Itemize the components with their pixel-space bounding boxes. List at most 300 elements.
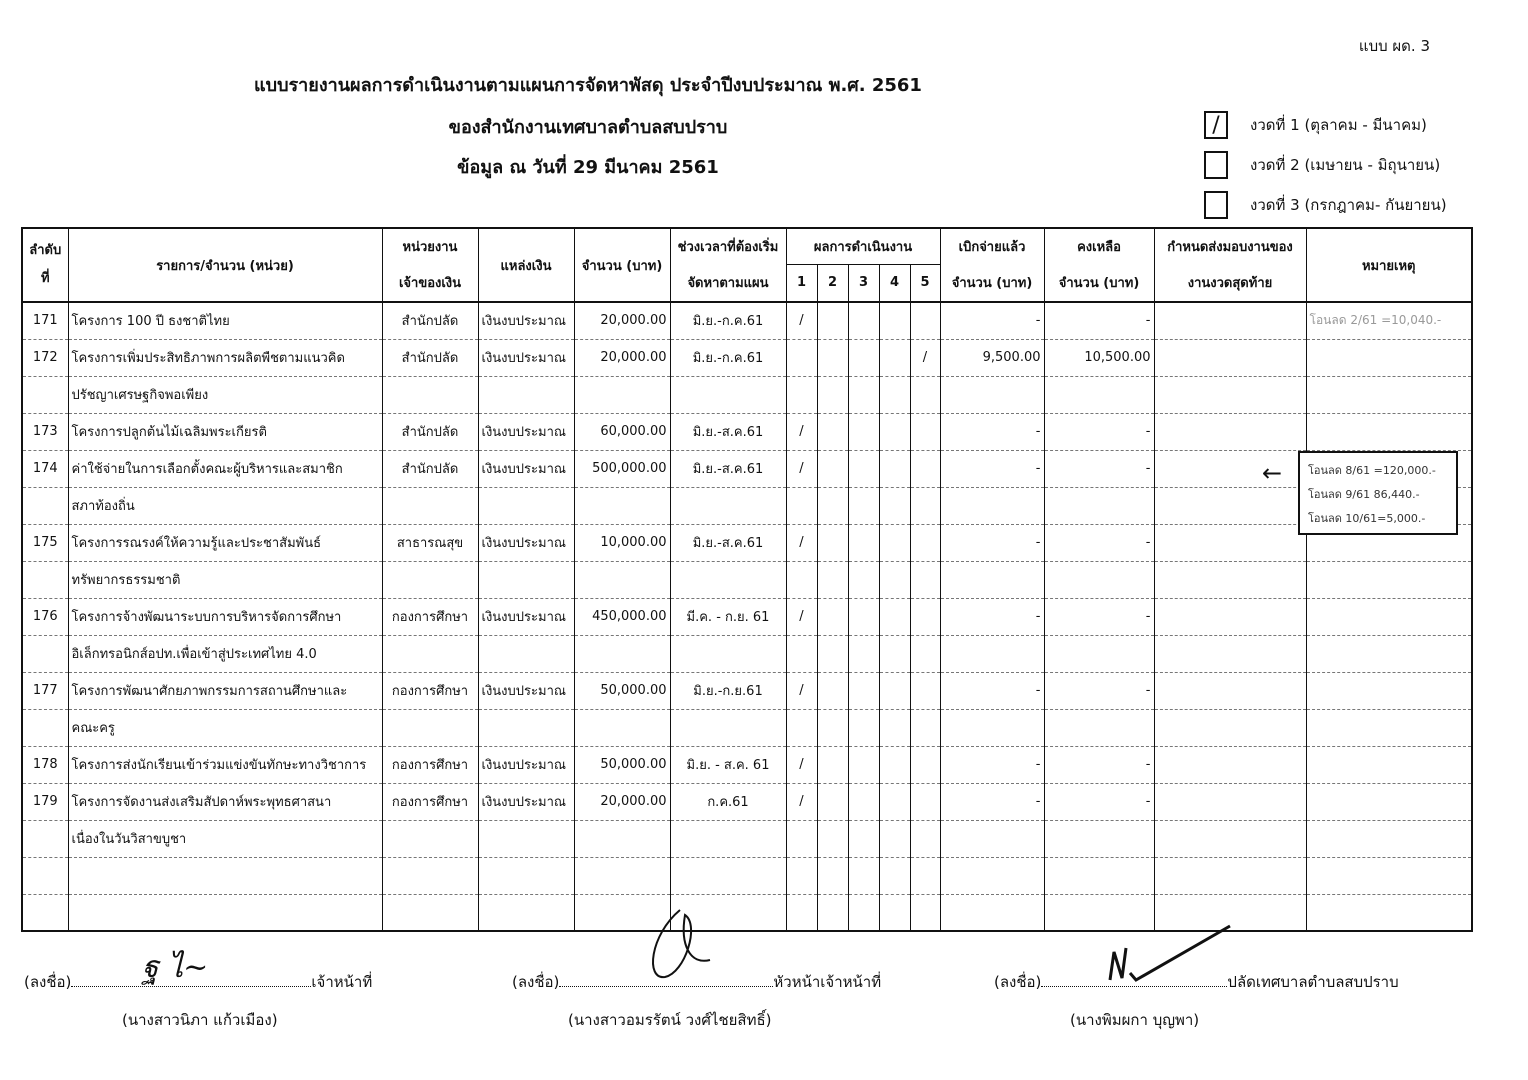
header-amount: จำนวน (บาท) <box>574 228 670 302</box>
cell-empty <box>848 894 879 931</box>
cell-empty <box>817 450 848 487</box>
cell-unit: สำนักปลัด <box>382 339 478 376</box>
cell-empty <box>848 598 879 635</box>
cell-period: มิ.ย.-ก.ค.61 <box>670 302 786 339</box>
cell-remain <box>1044 857 1154 894</box>
period-checkbox-1[interactable]: / <box>1204 111 1228 139</box>
cell-empty <box>879 635 910 672</box>
cell-empty <box>879 302 910 339</box>
cell-r1 <box>786 376 817 413</box>
cell-item: โครงการปลูกต้นไม้เฉลิมพระเกียรติ <box>68 413 382 450</box>
cell-r5: / <box>910 339 940 376</box>
cell-empty <box>848 783 879 820</box>
cell-paid <box>940 561 1044 598</box>
cell-source <box>478 561 574 598</box>
header-result-3: 3 <box>848 264 879 302</box>
cell-empty <box>848 376 879 413</box>
cell-paid: - <box>940 524 1044 561</box>
cell-empty <box>817 487 848 524</box>
cell-paid <box>940 894 1044 931</box>
cell-empty <box>848 746 879 783</box>
table-row <box>22 450 1472 487</box>
transfer-note-line: โอนลด 10/61=5,000.- <box>1308 512 1426 525</box>
cell-period: มิ.ย.-ส.ค.61 <box>670 413 786 450</box>
cell-empty <box>1154 487 1306 524</box>
cell-r1 <box>786 709 817 746</box>
table-row <box>22 487 1472 524</box>
cell-empty <box>817 635 848 672</box>
cell-unit: สำนักปลัด <box>382 413 478 450</box>
cell-r5 <box>910 413 940 450</box>
cell-amount <box>574 376 670 413</box>
left-arrow-icon: ← <box>1262 459 1283 487</box>
cell-no <box>22 635 68 672</box>
cell-empty <box>817 672 848 709</box>
cell-unit: สาธารณสุข <box>382 524 478 561</box>
cell-amount <box>574 561 670 598</box>
cell-remain <box>1044 820 1154 857</box>
cell-no: 178 <box>22 746 68 783</box>
cell-unit <box>382 857 478 894</box>
cell-remain: - <box>1044 302 1154 339</box>
cell-remain: - <box>1044 450 1154 487</box>
cell-no <box>22 894 68 931</box>
cell-r5 <box>910 857 940 894</box>
cell-source: เงินงบประมาณ <box>478 413 574 450</box>
cell-empty <box>879 894 910 931</box>
cell-r5 <box>910 302 940 339</box>
cell-period <box>670 376 786 413</box>
sign-role: เจ้าหน้าที่ <box>311 973 373 991</box>
cell-source: เงินงบประมาณ <box>478 524 574 561</box>
cell-r5 <box>910 487 940 524</box>
cell-item: คณะครู <box>68 709 382 746</box>
cell-empty <box>1154 339 1306 376</box>
cell-remain: - <box>1044 598 1154 635</box>
cell-empty <box>879 598 910 635</box>
cell-source <box>478 376 574 413</box>
cell-source <box>478 894 574 931</box>
cell-empty <box>848 857 879 894</box>
cell-period: มิ.ย.-ส.ค.61 <box>670 450 786 487</box>
cell-empty <box>848 561 879 598</box>
cell-amount <box>574 635 670 672</box>
cell-item: โครงการเพิ่มประสิทธิภาพการผลิตพืชตามแนวคิด <box>68 339 382 376</box>
sign-prefix: (ลงชื่อ) <box>512 973 560 991</box>
header-deliver-line2: งานงวดสุดท้าย <box>1154 264 1306 302</box>
table-row <box>22 561 1472 598</box>
cell-source: เงินงบประมาณ <box>478 302 574 339</box>
cell-empty <box>1154 820 1306 857</box>
cell-item <box>68 857 382 894</box>
cell-item: โครงการรณรงค์ให้ความรู้และประชาสัมพันธ์ <box>68 524 382 561</box>
cell-paid <box>940 487 1044 524</box>
cell-no <box>22 376 68 413</box>
cell-empty <box>879 413 910 450</box>
cell-r1 <box>786 487 817 524</box>
cell-paid: - <box>940 672 1044 709</box>
cell-remain: 10,500.00 <box>1044 339 1154 376</box>
cell-remark <box>1306 672 1472 709</box>
cell-empty <box>879 524 910 561</box>
cell-empty <box>1154 857 1306 894</box>
form-code: แบบ ผด. 3 <box>1358 37 1430 55</box>
cell-remark <box>1306 635 1472 672</box>
header-period-line2: จัดหาตามแผน <box>670 264 786 302</box>
cell-r1: / <box>786 746 817 783</box>
cell-paid: - <box>940 746 1044 783</box>
cell-paid <box>940 376 1044 413</box>
cell-empty <box>879 339 910 376</box>
cell-empty <box>879 376 910 413</box>
cell-r5 <box>910 783 940 820</box>
cell-unit: สำนักปลัด <box>382 450 478 487</box>
period-checkbox-3[interactable] <box>1204 191 1228 219</box>
table-row <box>22 339 1472 376</box>
period-option-1[interactable] <box>1204 110 1427 140</box>
cell-item: โครงการจัดงานส่งเสริมสัปดาห์พระพุทธศาสนา <box>68 783 382 820</box>
header-remain-line1: คงเหลือ <box>1044 228 1154 264</box>
cell-unit <box>382 635 478 672</box>
header-remain-line2: จำนวน (บาท) <box>1044 264 1154 302</box>
cell-unit <box>382 894 478 931</box>
cell-empty <box>848 450 879 487</box>
cell-unit: กองการศึกษา <box>382 598 478 635</box>
cell-empty <box>848 672 879 709</box>
cell-item: อิเล็กทรอนิกส์อปท.เพื่อเข้าสู่ประเทศไทย 4.0 <box>68 635 382 672</box>
cell-unit <box>382 376 478 413</box>
cell-empty <box>879 783 910 820</box>
cell-period: มิ.ย.-ก.ย.61 <box>670 672 786 709</box>
table-row <box>22 746 1472 783</box>
cell-unit <box>382 820 478 857</box>
cell-empty <box>1154 524 1306 561</box>
cell-amount: 20,000.00 <box>574 302 670 339</box>
cell-empty <box>848 524 879 561</box>
cell-r1 <box>786 820 817 857</box>
cell-no: 177 <box>22 672 68 709</box>
cell-empty <box>1154 709 1306 746</box>
procurement-table <box>21 227 1473 932</box>
table-row <box>22 598 1472 635</box>
cell-paid <box>940 820 1044 857</box>
cell-no: 175 <box>22 524 68 561</box>
report-subtitle-office: ของสำนักงานเทศบาลตำบลสบปราบ <box>448 117 728 138</box>
cell-paid: - <box>940 783 1044 820</box>
cell-empty <box>848 302 879 339</box>
cell-empty <box>817 598 848 635</box>
cell-source: เงินงบประมาณ <box>478 672 574 709</box>
cell-r1: / <box>786 672 817 709</box>
cell-period <box>670 487 786 524</box>
header-paid-line2: จำนวน (บาท) <box>940 264 1044 302</box>
cell-source: เงินงบประมาณ <box>478 450 574 487</box>
header-remark: หมายเหตุ <box>1306 228 1472 302</box>
cell-unit <box>382 487 478 524</box>
cell-remark <box>1306 857 1472 894</box>
cell-r5 <box>910 376 940 413</box>
cell-no <box>22 820 68 857</box>
period-option-2[interactable] <box>1204 150 1440 180</box>
table-row <box>22 672 1472 709</box>
cell-period <box>670 561 786 598</box>
cell-empty <box>879 672 910 709</box>
header-paid-line1: เบิกจ่ายแล้ว <box>940 228 1044 264</box>
cell-remark <box>1306 561 1472 598</box>
cell-remain <box>1044 376 1154 413</box>
header-deliver-line1: กำหนดส่งมอบงานของ <box>1154 228 1306 264</box>
cell-r5 <box>910 524 940 561</box>
cell-remark <box>1306 598 1472 635</box>
transfer-note-line: โอนลด 9/61 86,440.- <box>1308 488 1420 501</box>
transfer-note-line: โอนลด 8/61 =120,000.- <box>1308 464 1436 477</box>
cell-no: 176 <box>22 598 68 635</box>
cell-no: 174 <box>22 450 68 487</box>
cell-r5 <box>910 672 940 709</box>
cell-no: 179 <box>22 783 68 820</box>
cell-empty <box>879 746 910 783</box>
cell-paid: - <box>940 302 1044 339</box>
cell-empty <box>1154 561 1306 598</box>
cell-remark <box>1306 894 1472 931</box>
cell-paid: 9,500.00 <box>940 339 1044 376</box>
cell-amount <box>574 487 670 524</box>
cell-no: 172 <box>22 339 68 376</box>
header-unit-line1: หน่วยงาน <box>382 228 478 264</box>
cell-empty <box>879 561 910 598</box>
cell-no: 171 <box>22 302 68 339</box>
cell-empty <box>848 709 879 746</box>
cell-empty <box>1154 302 1306 339</box>
cell-paid: - <box>940 598 1044 635</box>
cell-paid: - <box>940 413 1044 450</box>
header-item: รายการ/จำนวน (หน่วย) <box>68 228 382 302</box>
cell-no <box>22 487 68 524</box>
header-result: ผลการดำเนินงาน <box>786 228 940 264</box>
cell-amount: 10,000.00 <box>574 524 670 561</box>
cell-empty <box>817 820 848 857</box>
cell-remain <box>1044 635 1154 672</box>
cell-empty <box>817 709 848 746</box>
cell-unit: กองการศึกษา <box>382 672 478 709</box>
cell-period <box>670 635 786 672</box>
cell-source <box>478 635 574 672</box>
cell-r1: / <box>786 413 817 450</box>
cell-empty <box>1154 413 1306 450</box>
cell-period: มิ.ย.-ก.ค.61 <box>670 339 786 376</box>
cell-remark <box>1306 709 1472 746</box>
cell-remark <box>1306 413 1472 450</box>
cell-unit: กองการศึกษา <box>382 746 478 783</box>
header-unit-line2: เจ้าของเงิน <box>382 264 478 302</box>
signature-name-head-officer: (นางสาวอมรรัตน์ วงศ์ไชยสิทธิ์) <box>568 1011 772 1029</box>
cell-empty <box>879 820 910 857</box>
cell-amount: 20,000.00 <box>574 339 670 376</box>
sign-role: หัวหน้าเจ้าหน้าที่ <box>773 973 882 991</box>
cell-source: เงินงบประมาณ <box>478 339 574 376</box>
cell-unit: สำนักปลัด <box>382 302 478 339</box>
cell-empty <box>848 339 879 376</box>
cell-r5 <box>910 746 940 783</box>
cell-paid <box>940 857 1044 894</box>
cell-no <box>22 561 68 598</box>
cell-period <box>670 857 786 894</box>
cell-empty <box>879 487 910 524</box>
cell-empty <box>817 783 848 820</box>
cell-period <box>670 820 786 857</box>
cell-remain: - <box>1044 413 1154 450</box>
cell-r5 <box>910 709 940 746</box>
cell-r5 <box>910 894 940 931</box>
cell-remain: - <box>1044 672 1154 709</box>
cell-remain: - <box>1044 746 1154 783</box>
cell-empty <box>848 635 879 672</box>
cell-item: โครงการจ้างพัฒนาระบบการบริหารจัดการศึกษา <box>68 598 382 635</box>
cell-remain <box>1044 561 1154 598</box>
cell-remark <box>1306 783 1472 820</box>
cell-item: โครงการ 100 ปี ธงชาติไทย <box>68 302 382 339</box>
period-label-1: งวดที่ 1 (ตุลาคม - มีนาคม) <box>1250 116 1427 134</box>
handwritten-signature-officer: ฐ ไ~ <box>142 950 209 985</box>
cell-empty <box>817 339 848 376</box>
header-result-4: 4 <box>879 264 910 302</box>
cell-r5 <box>910 635 940 672</box>
cell-empty <box>879 450 910 487</box>
sign-prefix: (ลงชื่อ) <box>994 973 1042 991</box>
cell-r1 <box>786 894 817 931</box>
cell-no <box>22 857 68 894</box>
handwritten-signature-municipal-clerk <box>1100 918 1240 988</box>
cell-remain <box>1044 487 1154 524</box>
cell-source <box>478 709 574 746</box>
cell-empty <box>848 413 879 450</box>
table-row <box>22 302 1472 339</box>
cell-period: มี.ค. - ก.ย. 61 <box>670 598 786 635</box>
cell-amount: 20,000.00 <box>574 783 670 820</box>
period-option-3[interactable] <box>1204 190 1447 220</box>
table-row <box>22 635 1472 672</box>
cell-empty <box>817 376 848 413</box>
table-row <box>22 894 1472 931</box>
cell-amount: 50,000.00 <box>574 672 670 709</box>
cell-empty <box>1154 746 1306 783</box>
cell-r1: / <box>786 524 817 561</box>
cell-empty <box>1154 783 1306 820</box>
cell-item <box>68 894 382 931</box>
cell-amount <box>574 820 670 857</box>
cell-r1 <box>786 339 817 376</box>
cell-empty <box>817 561 848 598</box>
cell-r5 <box>910 561 940 598</box>
header-period-line1: ช่วงเวลาที่ต้องเริ่ม <box>670 228 786 264</box>
cell-remark <box>1306 746 1472 783</box>
cell-period <box>670 709 786 746</box>
report-subtitle-date: ข้อมูล ณ วันที่ 29 มีนาคม 2561 <box>457 157 719 178</box>
table-row <box>22 524 1472 561</box>
cell-unit <box>382 709 478 746</box>
cell-remark <box>1306 820 1472 857</box>
sign-prefix: (ลงชื่อ) <box>24 973 72 991</box>
cell-remark <box>1306 376 1472 413</box>
cell-item: ปรัชญาเศรษฐกิจพอเพียง <box>68 376 382 413</box>
table-row <box>22 413 1472 450</box>
cell-r5 <box>910 598 940 635</box>
cell-empty <box>1154 598 1306 635</box>
cell-period: ก.ค.61 <box>670 783 786 820</box>
cell-item: เนื่องในวันวิสาขบูชา <box>68 820 382 857</box>
cell-remain: - <box>1044 783 1154 820</box>
cell-empty <box>817 746 848 783</box>
cell-empty <box>817 894 848 931</box>
header-no: ลำดับที่ <box>22 228 68 302</box>
cell-paid <box>940 635 1044 672</box>
sign-role: ปลัดเทศบาลตำบลสบปราบ <box>1227 973 1399 991</box>
cell-empty <box>879 857 910 894</box>
cell-empty <box>1154 450 1306 487</box>
cell-r1 <box>786 561 817 598</box>
cell-remark: โอนลด 2/61 =10,040.- <box>1306 302 1472 339</box>
cell-source: เงินงบประมาณ <box>478 783 574 820</box>
table-row <box>22 376 1472 413</box>
signature-name-municipal-clerk: (นางพิมผกา บุญพา) <box>1070 1011 1200 1029</box>
report-title: แบบรายงานผลการดำเนินงานตามแผนการจัดหาพัสดุ ประจำปีงบประมาณ พ.ศ. 2561 <box>254 75 922 96</box>
cell-item: ทรัพยากรธรรมชาติ <box>68 561 382 598</box>
cell-source <box>478 487 574 524</box>
cell-amount: 450,000.00 <box>574 598 670 635</box>
cell-period: มิ.ย.-ส.ค.61 <box>670 524 786 561</box>
cell-paid: - <box>940 450 1044 487</box>
period-checkbox-2[interactable] <box>1204 151 1228 179</box>
table-row <box>22 709 1472 746</box>
cell-no <box>22 709 68 746</box>
cell-empty <box>848 487 879 524</box>
cell-empty <box>817 857 848 894</box>
cell-amount: 500,000.00 <box>574 450 670 487</box>
cell-r1: / <box>786 450 817 487</box>
cell-empty <box>879 709 910 746</box>
header-result-1: 1 <box>786 264 817 302</box>
cell-r5 <box>910 450 940 487</box>
cell-remain <box>1044 709 1154 746</box>
transfer-note-box <box>1298 451 1458 535</box>
cell-source <box>478 820 574 857</box>
cell-source <box>478 857 574 894</box>
cell-amount <box>574 709 670 746</box>
cell-unit: กองการศึกษา <box>382 783 478 820</box>
cell-item: โครงการพัฒนาศักยภาพกรรมการสถานศึกษาและ <box>68 672 382 709</box>
cell-amount: 50,000.00 <box>574 746 670 783</box>
cell-r1 <box>786 635 817 672</box>
cell-r1: / <box>786 302 817 339</box>
cell-empty <box>848 820 879 857</box>
cell-empty <box>817 413 848 450</box>
cell-item: ค่าใช้จ่ายในการเลือกตั้งคณะผู้บริหารและสมาชิก <box>68 450 382 487</box>
handwritten-signature-head-officer <box>640 905 730 985</box>
cell-amount <box>574 857 670 894</box>
cell-r1: / <box>786 783 817 820</box>
table-row <box>22 783 1472 820</box>
cell-r1: / <box>786 598 817 635</box>
cell-source: เงินงบประมาณ <box>478 598 574 635</box>
cell-amount: 60,000.00 <box>574 413 670 450</box>
header-source: แหล่งเงิน <box>478 228 574 302</box>
cell-source: เงินงบประมาณ <box>478 746 574 783</box>
cell-empty <box>1154 672 1306 709</box>
period-label-3: งวดที่ 3 (กรกฎาคม- กันยายน) <box>1250 196 1447 214</box>
cell-period: มิ.ย. - ส.ค. 61 <box>670 746 786 783</box>
cell-item: สภาท้องถิ่น <box>68 487 382 524</box>
cell-item: โครงการส่งนักเรียนเข้าร่วมแข่งขันทักษะทางวิชาการ <box>68 746 382 783</box>
